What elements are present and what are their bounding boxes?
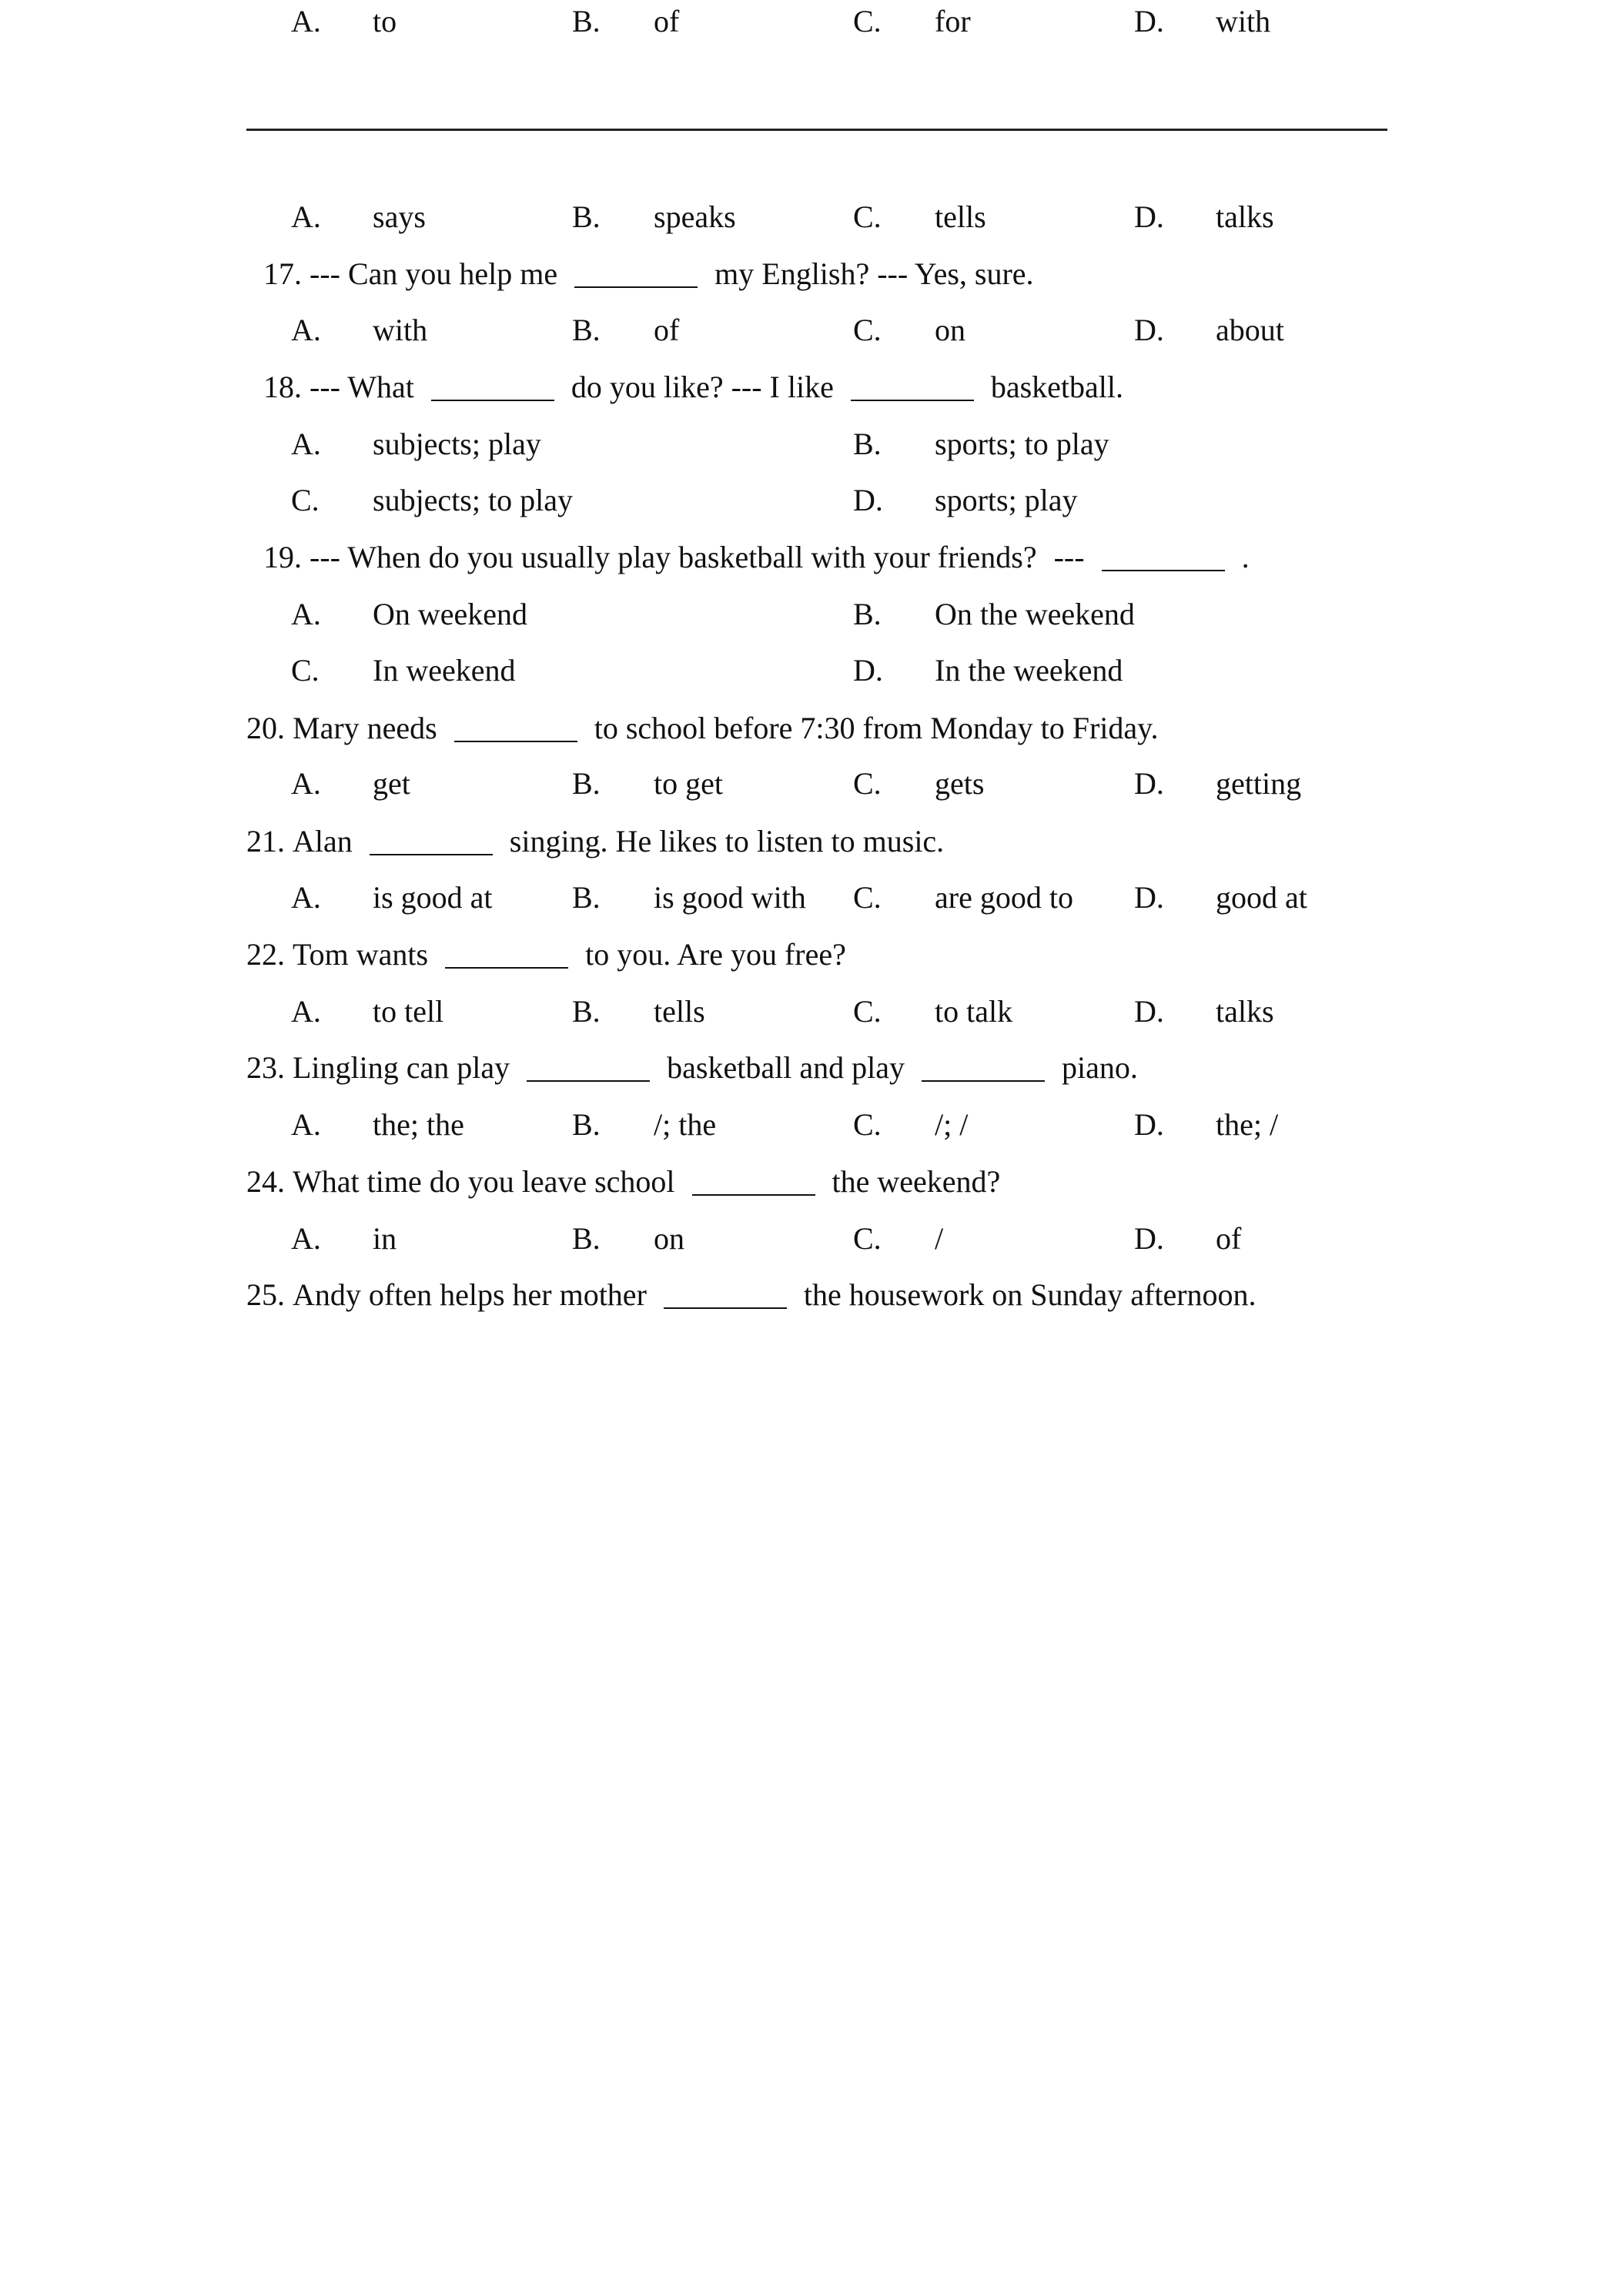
option-letter: D.	[1134, 1221, 1164, 1256]
option-text: In the weekend	[935, 653, 1123, 688]
option-letter: C.	[853, 994, 882, 1029]
question-text: singing. He likes to listen to music.	[509, 824, 945, 858]
answer-blank	[851, 400, 974, 401]
option-letter: C.	[853, 1221, 882, 1256]
question-number: 20.	[246, 711, 285, 745]
question-text: What time do you leave school	[293, 1164, 675, 1199]
option-letter: B.	[572, 199, 601, 234]
question-text: --- What	[310, 370, 414, 404]
option-row	[0, 762, 1623, 805]
option-text: with	[373, 313, 428, 347]
answer-blank	[1102, 570, 1225, 571]
option-row	[0, 1103, 1623, 1146]
question-text: my English? --- Yes, sure.	[714, 256, 1034, 291]
option-text: to get	[654, 766, 723, 801]
option-letter: D.	[1134, 313, 1164, 347]
question-text: --- Can you help me	[310, 256, 558, 291]
option-letter: B.	[572, 1221, 601, 1256]
option-text: getting	[1216, 766, 1302, 801]
option-letter: A.	[291, 199, 321, 234]
option-text: speaks	[654, 199, 736, 234]
option-letter: D.	[1134, 1107, 1164, 1142]
answer-blank	[692, 1194, 815, 1196]
question-number: 25.	[246, 1277, 285, 1312]
question-text: to school before 7:30 from Monday to Friday.	[594, 711, 1159, 745]
option-letter: D.	[853, 653, 883, 688]
answer-blank	[922, 1080, 1045, 1082]
answer-blank	[431, 400, 554, 401]
option-letter: C.	[853, 4, 882, 38]
question-text: basketball and play	[667, 1050, 905, 1085]
option-row	[0, 423, 1623, 466]
option-text: /; /	[935, 1107, 969, 1142]
question-stem	[0, 1046, 1623, 1089]
option-text: with	[1216, 4, 1271, 38]
answer-blank	[445, 967, 568, 969]
option-row	[0, 876, 1623, 919]
question-text: --- When do you usually play basketball with your friends?	[310, 540, 1037, 574]
option-row	[0, 309, 1623, 352]
option-letter: B.	[572, 766, 601, 801]
option-text: in	[373, 1221, 397, 1256]
question-number: 17.	[263, 256, 302, 291]
option-letter: A.	[291, 427, 321, 461]
question-text: to you. Are you free?	[585, 937, 846, 972]
option-letter: C.	[853, 313, 882, 347]
option-text: sports; to play	[935, 427, 1109, 461]
option-text: is good at	[373, 880, 493, 915]
option-letter: A.	[291, 880, 321, 915]
option-text: subjects; play	[373, 427, 541, 461]
option-text: talks	[1216, 199, 1274, 234]
option-text: subjects; to play	[373, 483, 573, 517]
answer-blank	[370, 854, 493, 855]
question-text: basketball.	[990, 370, 1124, 404]
option-letter: C.	[291, 483, 320, 517]
question-number: 23.	[246, 1050, 285, 1085]
option-text: On the weekend	[935, 597, 1135, 631]
option-text: get	[373, 766, 410, 801]
option-text: good at	[1216, 880, 1307, 915]
option-letter: A.	[291, 994, 321, 1029]
option-row	[0, 990, 1623, 1033]
option-letter: B.	[572, 880, 601, 915]
question-stem	[0, 1274, 1623, 1317]
option-text: of	[654, 313, 680, 347]
question-text: the weekend?	[832, 1164, 1001, 1199]
option-text: is good with	[654, 880, 806, 915]
option-row	[0, 0, 1623, 43]
option-text: /	[935, 1221, 944, 1256]
option-letter: B.	[572, 4, 601, 38]
option-text: are good to	[935, 880, 1073, 915]
option-text: says	[373, 199, 426, 234]
question-stem	[0, 1160, 1623, 1203]
option-letter: B.	[572, 994, 601, 1029]
option-letter: A.	[291, 1221, 321, 1256]
option-text: /; the	[654, 1107, 717, 1142]
question-text: Alan	[293, 824, 353, 858]
option-letter: D.	[1134, 199, 1164, 234]
question-stem	[0, 933, 1623, 976]
question-text: Lingling can play	[293, 1050, 510, 1085]
option-letter: C.	[853, 199, 882, 234]
answer-blank	[664, 1307, 787, 1309]
option-text: the; /	[1216, 1107, 1279, 1142]
question-text: Tom wants	[293, 937, 429, 972]
question-number: 24.	[246, 1164, 285, 1199]
option-text: sports; play	[935, 483, 1078, 517]
option-text: to	[373, 4, 397, 38]
option-text: tells	[654, 994, 705, 1029]
question-text: ---	[1053, 540, 1085, 574]
question-number: 22.	[246, 937, 285, 972]
question-stem	[0, 707, 1623, 750]
question-stem	[0, 536, 1623, 579]
option-text: of	[654, 4, 680, 38]
option-letter: D.	[1134, 4, 1164, 38]
answer-blank	[527, 1080, 650, 1082]
question-number: 18.	[263, 370, 302, 404]
option-letter: D.	[853, 483, 883, 517]
question-text: piano.	[1061, 1050, 1138, 1085]
option-text: the; the	[373, 1107, 464, 1142]
option-letter: A.	[291, 766, 321, 801]
option-text: talks	[1216, 994, 1274, 1029]
option-letter: D.	[1134, 880, 1164, 915]
option-text: of	[1216, 1221, 1242, 1256]
answer-blank	[454, 741, 577, 742]
option-letter: C.	[853, 880, 882, 915]
option-letter: D.	[1134, 766, 1164, 801]
option-row	[0, 593, 1623, 636]
option-text: to talk	[935, 994, 1013, 1029]
option-text: On weekend	[373, 597, 528, 631]
option-row	[0, 196, 1623, 239]
option-letter: A.	[291, 313, 321, 347]
question-text: .	[1241, 540, 1250, 574]
question-text: the housework on Sunday afternoon.	[803, 1277, 1257, 1312]
option-row	[0, 1217, 1623, 1260]
question-text: do you like? --- I like	[571, 370, 834, 404]
option-letter: A.	[291, 4, 321, 38]
question-stem	[0, 253, 1623, 296]
option-text: gets	[935, 766, 985, 801]
option-text: In weekend	[373, 653, 516, 688]
option-text: to tell	[373, 994, 444, 1029]
option-text: on	[654, 1221, 684, 1256]
option-row	[0, 649, 1623, 692]
question-number: 21.	[246, 824, 285, 858]
option-letter: A.	[291, 1107, 321, 1142]
option-text: for	[935, 4, 971, 38]
option-letter: A.	[291, 597, 321, 631]
option-letter: C.	[853, 1107, 882, 1142]
option-letter: C.	[291, 653, 320, 688]
option-text: about	[1216, 313, 1284, 347]
option-letter: C.	[853, 766, 882, 801]
question-stem	[0, 820, 1623, 863]
option-text: on	[935, 313, 965, 347]
option-letter: D.	[1134, 994, 1164, 1029]
answer-blank	[574, 286, 698, 288]
option-letter: B.	[572, 1107, 601, 1142]
question-stem	[0, 366, 1623, 409]
option-text: tells	[935, 199, 986, 234]
option-letter: B.	[853, 427, 882, 461]
question-number: 19.	[263, 540, 302, 574]
question-text: Andy often helps her mother	[293, 1277, 647, 1312]
option-letter: B.	[853, 597, 882, 631]
option-row	[0, 479, 1623, 522]
option-letter: B.	[572, 313, 601, 347]
question-text: Mary needs	[293, 711, 437, 745]
